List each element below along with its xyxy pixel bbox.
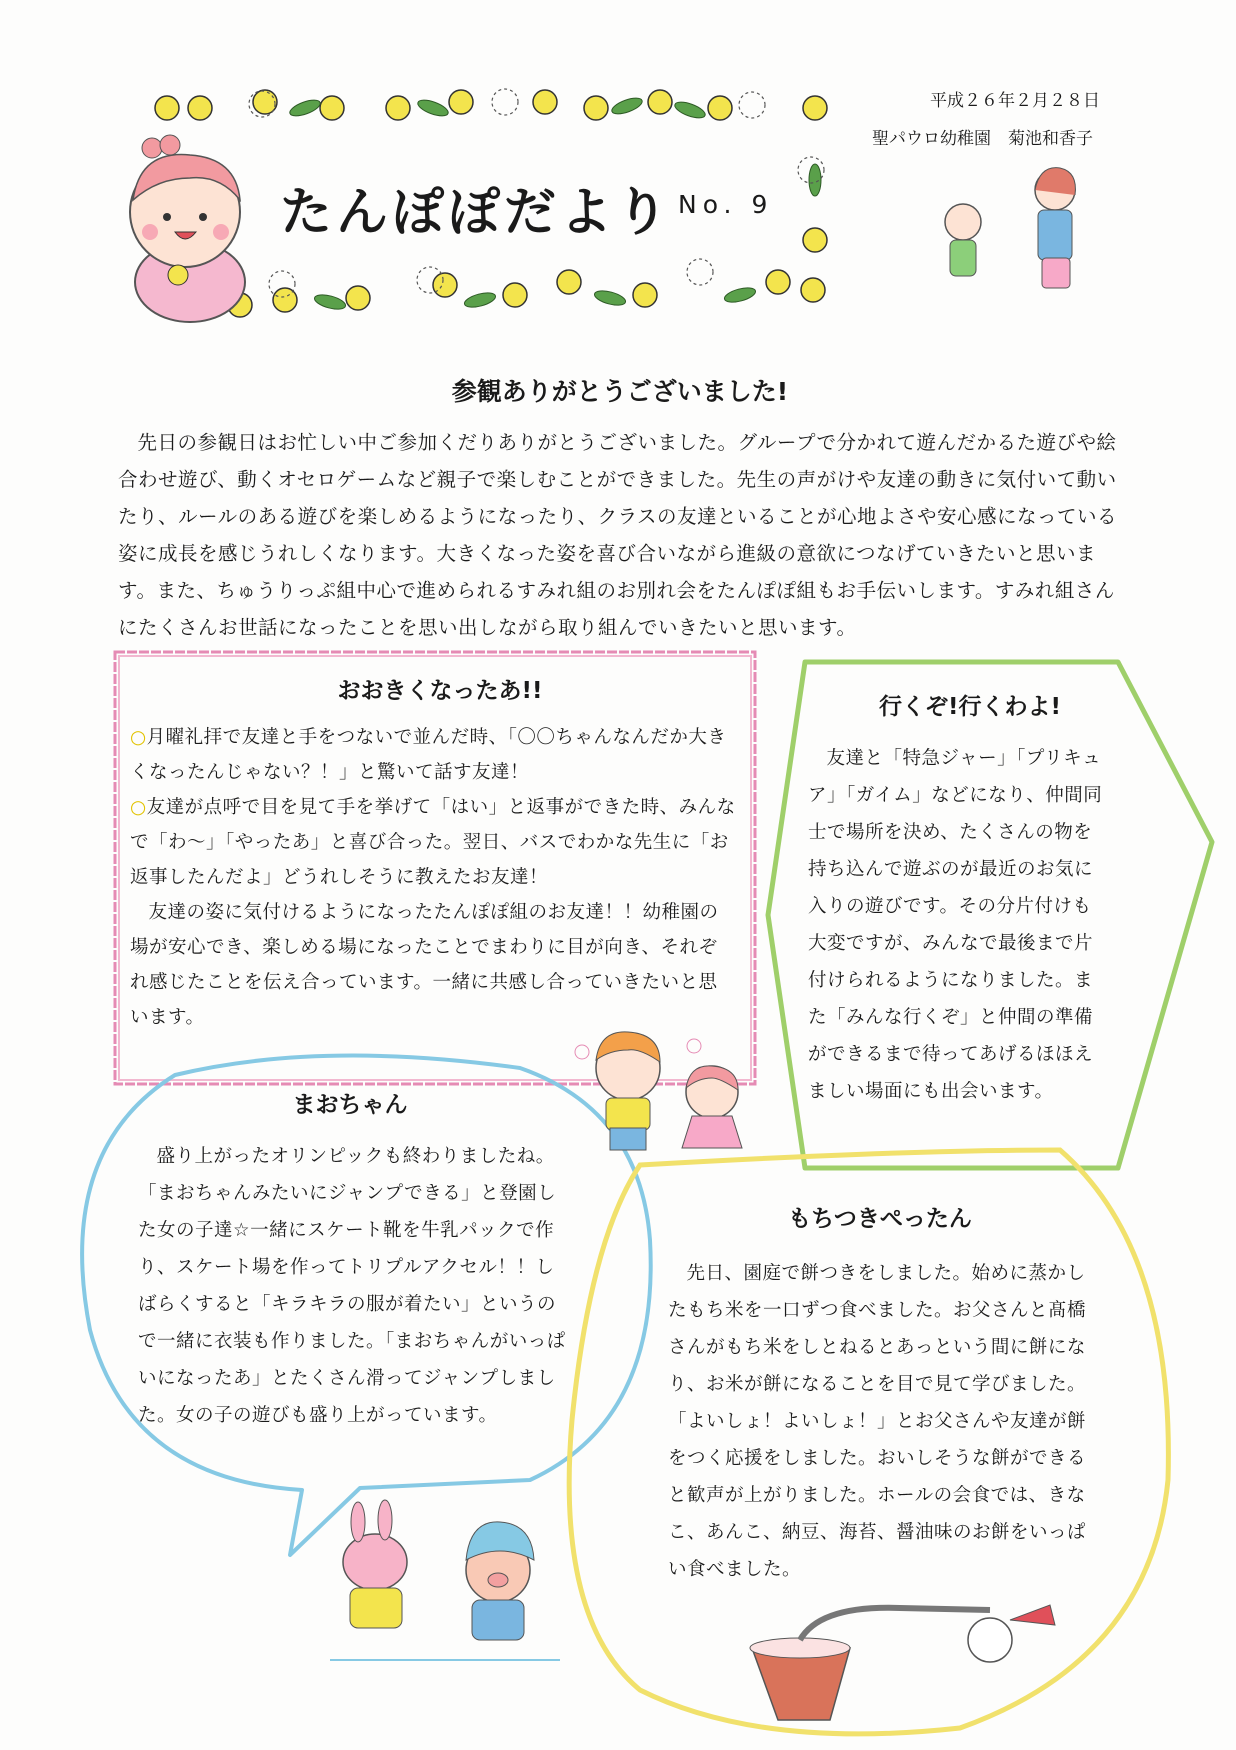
issue-date: 平成２６年２月２８日 [930,91,1100,111]
mochi-heading: もちつきぺったん [788,1206,972,1232]
skating-animals-icon [330,1500,560,1660]
grown-body [130,720,742,1035]
kids-feeding-icon [945,168,1075,288]
issue-number: No. 9 [678,190,774,219]
intro-paragraph: 先日の参観日はお忙しい中ご参加くだりありがとうございました。グループで分かれて遊んだかるた遊びや絵合わせ遊び、動くオセロゲームなど親子で楽しむことができました。先生の声がけや友達の動きに気付いて動いたり、ルールのある遊びを楽しめるようになったり、クラスの友達といることが心地よさや安心感になっている姿に成長を感じうれしくなります。大きくなった姿を喜び合いながら進級の意欲につなげていきたいと思います。また、ちゅうりっぷ組中心で進められるすみれ組のお別れ会をたんぽぽ組もお手伝いします。すみれ組さんにたくさんお世話になったことを思い出しながら取り組んでいきたいと思います。 [118,431,1118,639]
mochi-paragraph: 先日、園庭で餅つきをしました。始めに蒸かしたもち米を一口ずつ食べました。お父さんと髙橋さんがもち米をしとねるとあっという間に餅になり、お米が餅になることを目で見て学びました。「よいしょ！よいしょ！」とお父さんや友達が餅をつく応援をしました。おいしそうな餅ができると歓声が上がりました。ホールの会食では、きなこ、あんこ、納豆、海苔、醤油味のお餅をいっぱい食べました。 [668,1263,1087,1580]
newsletter-title: たんぽぽだより [280,183,673,243]
grown-heading: おおきくなったあ!! [337,678,543,704]
grown-closing: 友達の姿に気付けるようになったたんぽぽ組のお友達！！幼稚園の場が安心でき、楽しめる場になったことでまわりに目が向き、それぞれ感じたことを伝え合っています。一緒に共感し合っていきたいと思います。 [130,902,719,1028]
author-line: 聖パウロ幼稚園 菊池和香子 [872,129,1093,149]
children-running-icon [575,1032,742,1150]
mao-paragraph: 盛り上がったオリンピックも終わりましたね。「まおちゃんみたいにジャンプできる」と登園した女の子達☆一緒にスケート靴を牛乳パックで作り、スケート場を作ってトリプルアクセル！！しばらくすると「キラキラの服が着たい」というので一緒に衣装も作りました。「まおちゃんがいっぱいになったあ」とたくさん滑ってジャンプしました。女の子の遊びも盛り上がっています。 [138,1146,566,1426]
grown-item-1: ○月曜礼拝で友達と手をつないで並んだ時、「〇〇ちゃんなんだか大きくなったんじゃない？！」と驚いて話す友達！ [130,727,727,783]
bullet-icon: ○ [130,727,147,748]
grown-item-2: ○友達が点呼で目を見て手を挙げて「はい」と返事ができた時、みんなで「わ～」「やったあ」と喜び合った。翌日、バスでわかな先生に「お返事したんだよ」どうれしそうに教えたお友達！ [130,797,736,888]
go-heading: 行くぞ!行くわよ! [879,694,1061,720]
intro-heading: 参観ありがとうございました! [451,377,789,406]
go-paragraph: 友達と「特急ジャー」「プリキュア」「ガイム」などになり、仲間同士で場所を決め、たくさんの物を持ち込んで遊ぶのが最近のお気に入りの遊びです。その分片付けも大変ですが、みんなで最後まで片付けられるようになりました。また「みんな行くぞ」と仲間の準備ができるまで待ってあげるほほえましい場面にも出会います。 [808,748,1103,1102]
baby-girl-icon [130,135,245,322]
mochi-pounding-icon [750,1605,1055,1720]
bullet-icon: ○ [130,797,147,818]
mao-heading: まおちゃん [292,1092,408,1118]
